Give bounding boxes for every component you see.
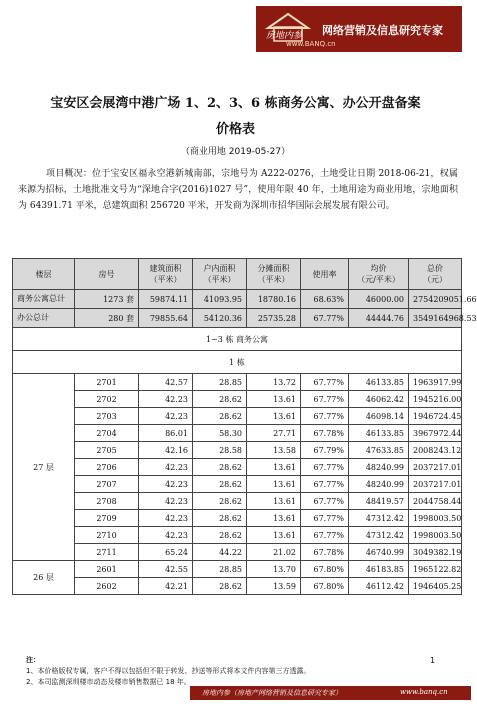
footer-bar <box>190 686 471 700</box>
inner-area: 28.85 <box>193 374 247 391</box>
summary-label: 商务公寓总计 <box>13 290 75 309</box>
table-row <box>13 459 462 476</box>
avg-price: 47312.42 <box>349 527 409 544</box>
table-row <box>13 578 462 595</box>
building-row <box>13 351 462 374</box>
footer-site: www.banq.cn <box>400 688 448 696</box>
total-price: 1998003.50 <box>409 510 462 527</box>
floor-cell: 26 层 <box>13 561 75 595</box>
inner-area: 28.85 <box>193 561 247 578</box>
avg-price: 48419.57 <box>349 493 409 510</box>
usage-rate: 67.77% <box>301 391 349 408</box>
usage-rate: 67.78% <box>301 544 349 561</box>
shared-area: 13.70 <box>247 561 301 578</box>
shared-area: 13.59 <box>247 578 301 595</box>
usage-rate: 67.77% <box>301 459 349 476</box>
inner-area: 28.62 <box>193 493 247 510</box>
inner-area: 58.30 <box>193 425 247 442</box>
summary-shared: 18780.16 <box>247 290 301 309</box>
notes <box>26 655 310 688</box>
total-price: 2037217.01 <box>409 476 462 493</box>
room-number: 2704 <box>75 425 139 442</box>
room-number: 2702 <box>75 391 139 408</box>
header-inner-area: 户内面积 （平米） <box>193 259 247 290</box>
room-number: 2601 <box>75 561 139 578</box>
table-row <box>13 391 462 408</box>
table-row <box>13 374 462 391</box>
shared-area: 13.61 <box>247 527 301 544</box>
avg-price: 48240.99 <box>349 459 409 476</box>
document-subtitle: （商业用地 2019-05-27） <box>180 147 291 157</box>
total-price: 1998003.50 <box>409 527 462 544</box>
usage-rate: 67.80% <box>301 578 349 595</box>
summary-rate: 67.77% <box>301 309 349 328</box>
shared-area: 13.61 <box>247 408 301 425</box>
shared-area: 13.61 <box>247 493 301 510</box>
summary-label: 办公总计 <box>13 309 75 328</box>
room-number: 2705 <box>75 442 139 459</box>
usage-rate: 67.77% <box>301 527 349 544</box>
build-area: 42.23 <box>139 493 193 510</box>
document-title: 宝安区会展湾中港广场 1、2、3、6 栋商务公寓、办公开盘备案 <box>50 96 421 111</box>
avg-price: 46062.42 <box>349 391 409 408</box>
shared-area: 13.61 <box>247 391 301 408</box>
shared-area: 13.61 <box>247 476 301 493</box>
room-number: 2707 <box>75 476 139 493</box>
shared-area: 13.72 <box>247 374 301 391</box>
table-row <box>13 425 462 442</box>
room-number: 2701 <box>75 374 139 391</box>
avg-price: 46112.42 <box>349 578 409 595</box>
build-area: 42.16 <box>139 442 193 459</box>
notes-line-1: 1、本价格版权专属，客户不得以包括但不限于转发、抄送等形式将本文件内容第三方透露。 <box>26 667 311 675</box>
summary-row-office <box>13 309 462 328</box>
shared-area: 13.58 <box>247 442 301 459</box>
total-price: 3967972.44 <box>409 425 462 442</box>
build-area: 86.01 <box>139 425 193 442</box>
avg-price: 46133.85 <box>349 425 409 442</box>
total-price: 2037217.01 <box>409 459 462 476</box>
build-area: 65.24 <box>139 544 193 561</box>
inner-area: 28.58 <box>193 442 247 459</box>
usage-rate: 67.78% <box>301 425 349 442</box>
usage-rate: 67.77% <box>301 493 349 510</box>
room-number: 2706 <box>75 459 139 476</box>
summary-rooms: 1273 套 <box>75 290 139 309</box>
room-number: 2709 <box>75 510 139 527</box>
build-area: 42.21 <box>139 578 193 595</box>
inner-area: 28.62 <box>193 527 247 544</box>
table-row <box>13 476 462 493</box>
shared-area: 13.61 <box>247 459 301 476</box>
inner-area: 44.22 <box>193 544 247 561</box>
header-total-price: 总价 （元） <box>409 259 462 290</box>
header-usage-rate: 使用率 <box>301 259 349 290</box>
summary-build: 79855.64 <box>139 309 193 328</box>
build-area: 42.23 <box>139 476 193 493</box>
summary-shared: 25735.28 <box>247 309 301 328</box>
inner-area: 28.62 <box>193 408 247 425</box>
summary-rooms: 280 套 <box>75 309 139 328</box>
summary-inner: 41093.95 <box>193 290 247 309</box>
usage-rate: 67.77% <box>301 374 349 391</box>
table-row <box>13 544 462 561</box>
brand-slogan: 网络营销及信息研究专家 <box>322 24 443 37</box>
total-price: 2044758.44 <box>409 493 462 510</box>
floor-cell: 27 层 <box>13 374 75 561</box>
brand-logo <box>256 6 462 52</box>
usage-rate: 67.77% <box>301 510 349 527</box>
avg-price: 46133.85 <box>349 374 409 391</box>
avg-price: 47633.85 <box>349 442 409 459</box>
summary-rate: 68.63% <box>301 290 349 309</box>
shared-area: 27.71 <box>247 425 301 442</box>
total-price: 3049382.19 <box>409 544 462 561</box>
header-build-area: 建筑面积 （平米） <box>139 259 193 290</box>
build-area: 42.23 <box>139 408 193 425</box>
usage-rate: 67.79% <box>301 442 349 459</box>
summary-avg: 46000.00 <box>349 290 409 309</box>
build-area: 42.55 <box>139 561 193 578</box>
build-area: 42.23 <box>139 459 193 476</box>
usage-rate: 67.80% <box>301 561 349 578</box>
header-avg-price: 均价 （元/平米） <box>349 259 409 290</box>
header-room: 房号 <box>75 259 139 290</box>
total-price: 1946405.25 <box>409 578 462 595</box>
inner-area: 28.62 <box>193 459 247 476</box>
shared-area: 13.61 <box>247 510 301 527</box>
document-title-line2: 价格表 <box>215 122 255 137</box>
avg-price: 46183.85 <box>349 561 409 578</box>
page-number: 1 <box>430 656 436 665</box>
room-number: 2602 <box>75 578 139 595</box>
table-row <box>13 510 462 527</box>
shared-area: 21.02 <box>247 544 301 561</box>
brand-header <box>0 0 471 60</box>
section-title: 1~3 栋 商务公寓 <box>13 328 462 351</box>
summary-avg: 44444.76 <box>349 309 409 328</box>
price-table <box>12 258 477 595</box>
total-price: 2008243.12 <box>409 442 462 459</box>
section-row <box>13 328 462 351</box>
build-area: 42.23 <box>139 527 193 544</box>
table-header-row <box>13 259 462 290</box>
build-area: 42.23 <box>139 391 193 408</box>
total-price: 1965122.82 <box>409 561 462 578</box>
summary-inner: 54120.36 <box>193 309 247 328</box>
table-row <box>13 527 462 544</box>
usage-rate: 67.77% <box>301 476 349 493</box>
notes-heading: 注： <box>26 656 40 664</box>
summary-total: 3549164968.53 <box>409 309 462 328</box>
header-floor: 楼层 <box>13 259 75 290</box>
total-price: 1963917.99 <box>409 374 462 391</box>
footer-brand: 房地内参（房地产网络营销及信息研究专家） <box>202 689 342 697</box>
total-price: 1945216.00 <box>409 391 462 408</box>
project-overview: 项目概况：位于宝安区福永空港新城南部，宗地号为 A222-0276，土地受让日期 2018-06-21，权属来源为招标，土地批准文号为“深地合字(2016)1027 号”，使用年限 40 年，土地用途为商业用地，宗地面积为 64391.71 平米，总建筑面积 256720 平米，开发商为深圳市招华国际会展发展有限公司。 <box>18 169 458 211</box>
avg-price: 48240.99 <box>349 476 409 493</box>
room-number: 2711 <box>75 544 139 561</box>
brand-site: www.BANQ.cn <box>286 40 336 48</box>
table-row <box>13 442 462 459</box>
summary-build: 59874.11 <box>139 290 193 309</box>
table-row <box>13 493 462 510</box>
avg-price: 46740.99 <box>349 544 409 561</box>
build-area: 42.23 <box>139 510 193 527</box>
building-title: 1 栋 <box>13 351 462 374</box>
notes-line-2: 2、本司监测深圳楼市动态及楼市销售数据已 18 年。 <box>26 678 191 686</box>
avg-price: 46098.14 <box>349 408 409 425</box>
summary-total: 2754209051.66 <box>409 290 462 309</box>
inner-area: 28.62 <box>193 578 247 595</box>
table-row <box>13 408 462 425</box>
brand-logo-name: 房地内参 <box>266 31 303 41</box>
inner-area: 28.62 <box>193 510 247 527</box>
inner-area: 28.62 <box>193 391 247 408</box>
build-area: 42.57 <box>139 374 193 391</box>
inner-area: 28.62 <box>193 476 247 493</box>
room-number: 2708 <box>75 493 139 510</box>
total-price: 1946724.45 <box>409 408 462 425</box>
usage-rate: 67.77% <box>301 408 349 425</box>
room-number: 2703 <box>75 408 139 425</box>
summary-row-apartment <box>13 290 462 309</box>
table-row <box>13 561 462 578</box>
avg-price: 47312.42 <box>349 510 409 527</box>
room-number: 2710 <box>75 527 139 544</box>
header-shared-area: 分摊面积 （平米） <box>247 259 301 290</box>
